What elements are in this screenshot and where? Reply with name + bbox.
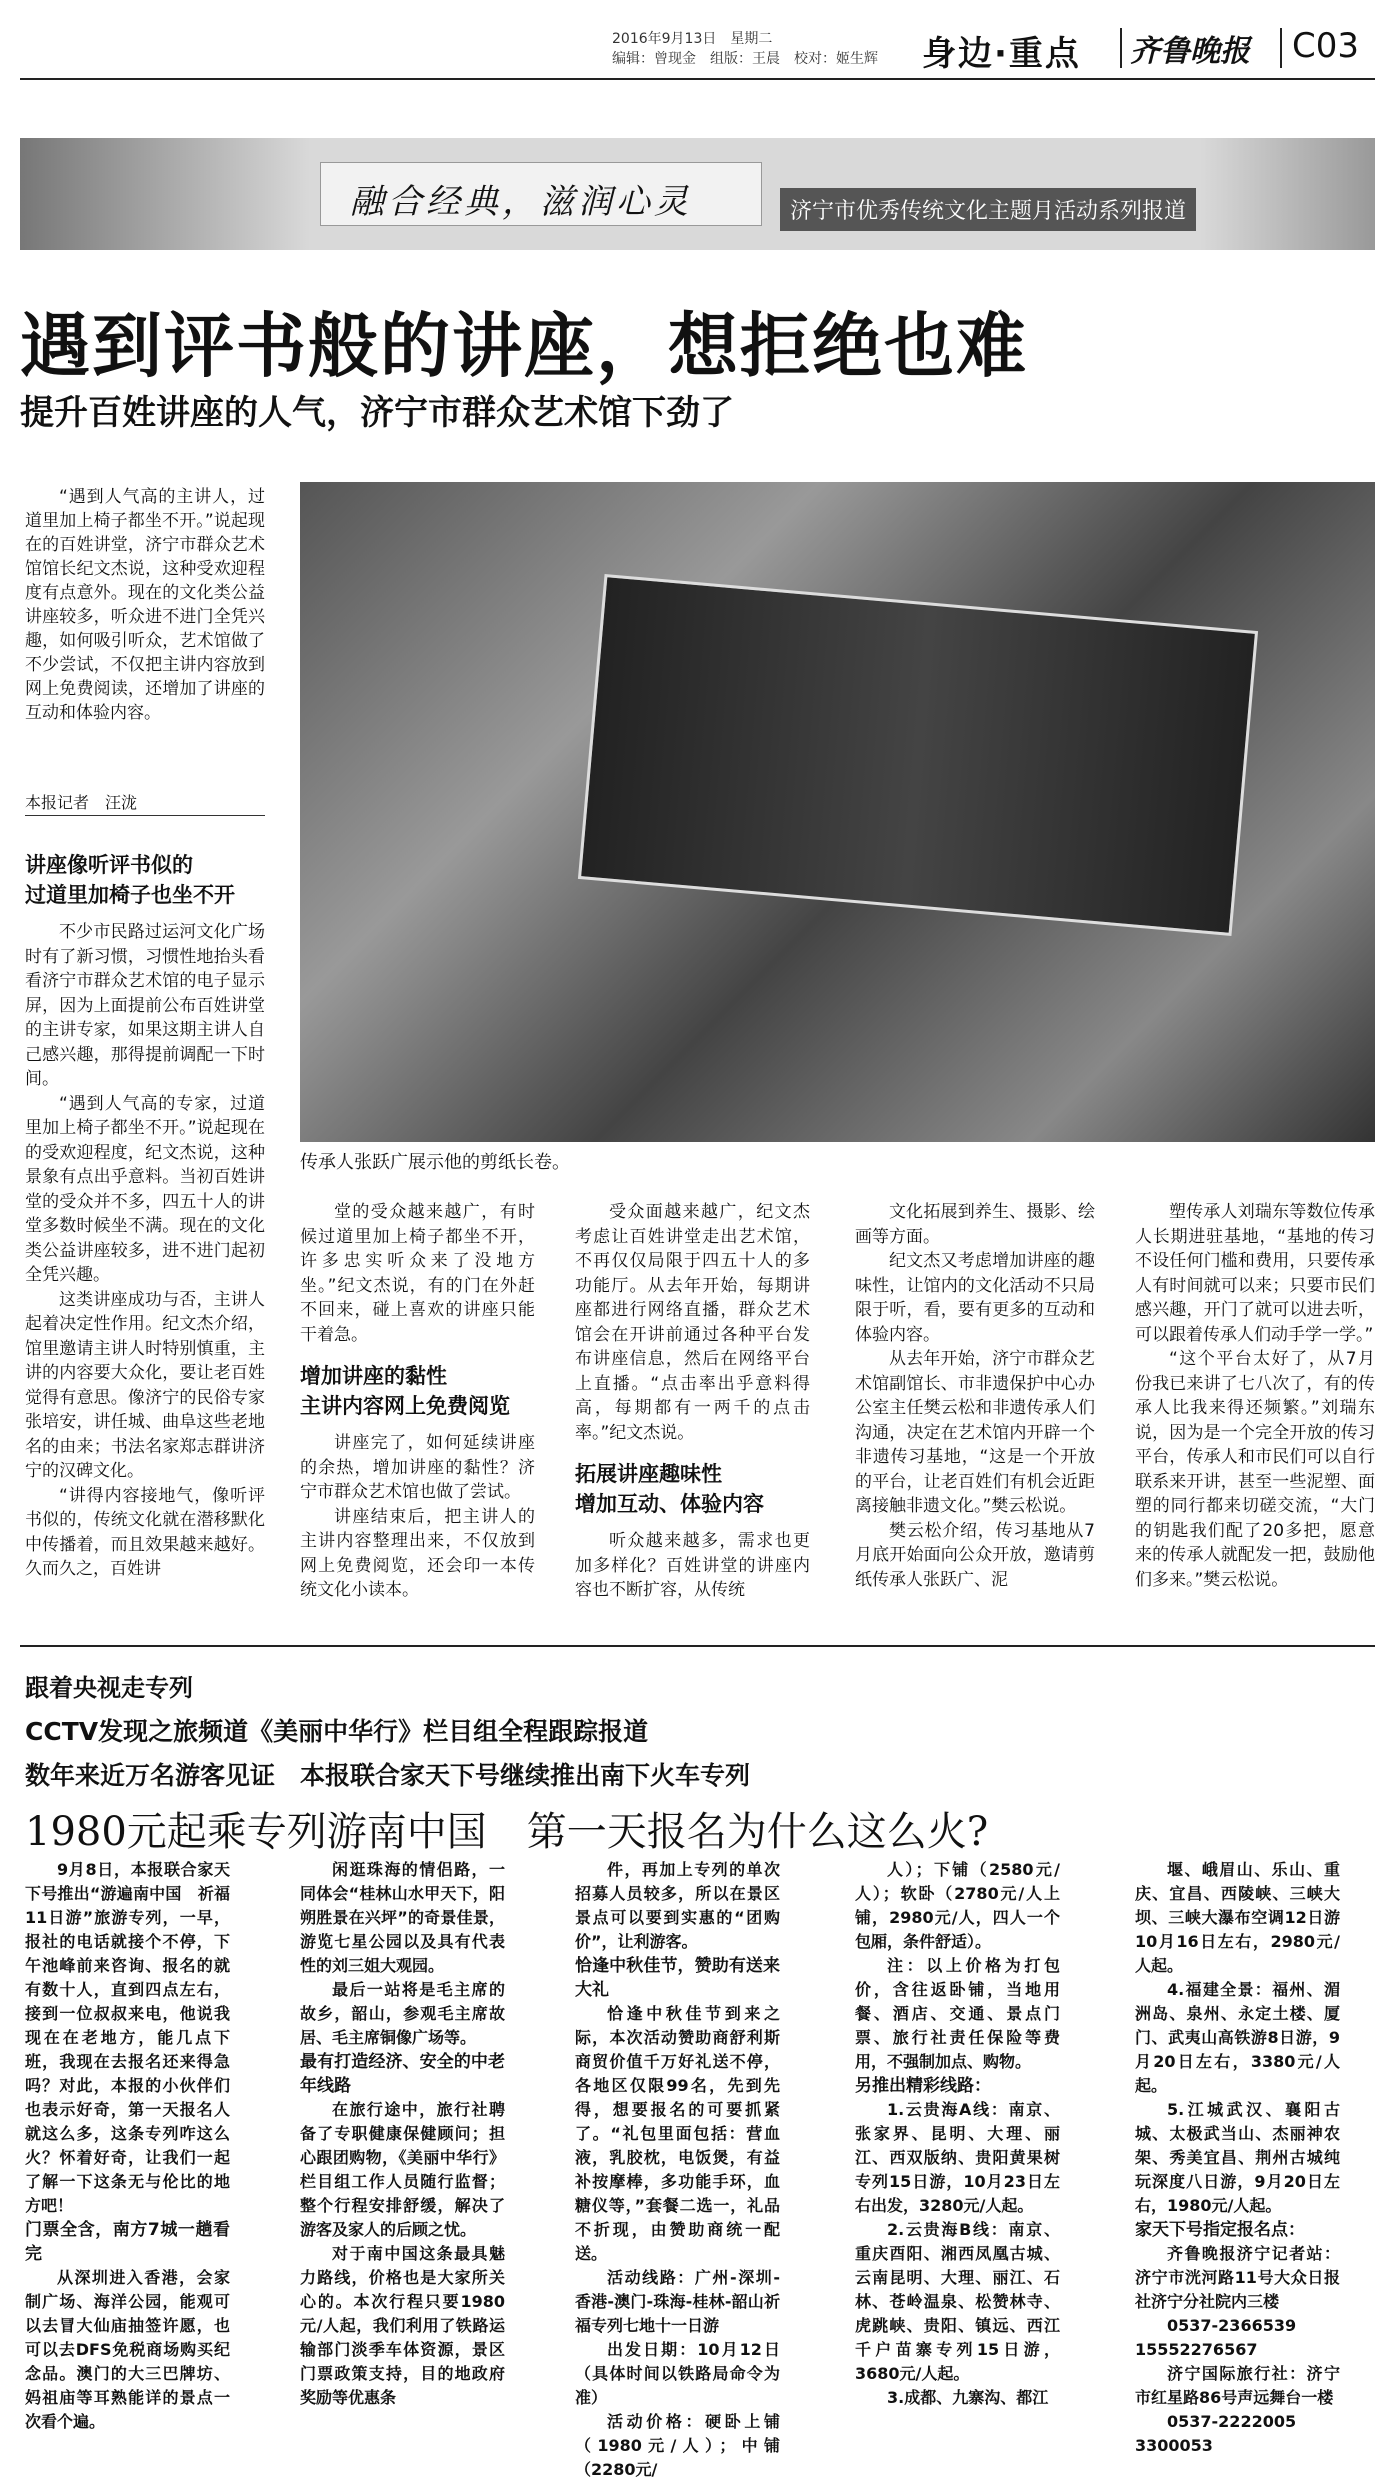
paragraph: 讲座结束后，把主讲人的主讲内容整理出来，不仅放到网上免费阅览，还会印一本传统文化小读本。 bbox=[300, 1506, 535, 1600]
section-name: 身边·重点 bbox=[922, 34, 1081, 74]
ad-kicker: 跟着央视走专列 bbox=[25, 1674, 193, 1702]
section-title: 增加讲座的黏性 主讲内容网上免费阅览 bbox=[300, 1364, 510, 1418]
photo-caption: 传承人张跃广展示他的剪纸长卷。 bbox=[300, 1152, 570, 1173]
paragraph: 门票全含，南方7城一趟看完 bbox=[25, 2220, 230, 2264]
paragraph: 从去年开始，济宁市群众艺术馆副馆长、市非遗保护中心办公室主任樊云松和非遗传承人们沟通，决定在艺术馆内开辟一个非遗传习基地，“这是一个开放的平台，让老百姓们有机会近距离接触非遗文化。”樊云松说。 bbox=[855, 1349, 1095, 1516]
paragraph: 不少市民路过运河文化广场时有了新习惯，习惯性地抬头看看济宁市群众艺术馆的电子显示屏，因为上面提前公布百姓讲堂的主讲专家，如果这期主讲人自己感兴趣，那得提前调配一下时间。 bbox=[25, 922, 265, 1089]
lead-paragraph: “遇到人气高的主讲人，过道里加上椅子都坐不开。”说起现在的百姓讲堂，济宁市群众艺术馆馆长纪文杰说，这种受欢迎程度有点意外。现在的文化类公益讲座较多，听众进不进门全凭兴趣，如何吸引听众，艺术馆做了不少尝试，不仅把主讲内容放到网上免费阅读，还增加了讲座的互动和体验内容。 bbox=[25, 487, 265, 723]
paragraph: “讲得内容接地气，像听评书似的，传统文化就在潜移默化中传播着，而且效果越来越好。久而久之，百姓讲 bbox=[25, 1485, 265, 1579]
issue-date: 2016年9月13日 星期二 bbox=[612, 31, 773, 47]
page-number: C03 bbox=[1292, 26, 1360, 66]
header-divider bbox=[1280, 28, 1282, 68]
header-divider bbox=[1120, 28, 1122, 68]
paragraph: 闲逛珠海的情侣路，一同体会“桂林山水甲天下，阳朔胜景在兴坪”的奇景佳景，游览七星公园以及具有代表性的刘三姐大观园。 bbox=[300, 1860, 505, 1975]
ad-kicker-3: 数年来近万名游客见证 本报联合家天下号继续推出南下火车专列 bbox=[25, 1761, 751, 1790]
paragraph: 另推出精彩线路： bbox=[855, 2076, 991, 2096]
theme-banner bbox=[20, 138, 1375, 250]
paragraph: 樊云松介绍，传习基地从7月底开始面向公众开放，邀请剪纸传承人张跃广、泥 bbox=[855, 1520, 1095, 1590]
paragraph: 件，再加上专列的单次招募人员较多，所以在景区景点可以要到实惠的“团购价”，让利游客。 bbox=[575, 1860, 780, 1951]
paragraph: 齐鲁晚报济宁记者站：济宁市洸河路11号大众日报社济宁分社院内三楼 bbox=[1135, 2244, 1340, 2311]
banner-subtitle: 济宁市优秀传统文化主题月活动系列报道 bbox=[780, 188, 1196, 231]
paragraph: 活动线路：广州-深圳-香港-澳门-珠海-桂林-韶山祈福专列七地十一日游 bbox=[575, 2268, 780, 2335]
paragraph: 听众越来越多，需求也更加多样化？百姓讲堂的讲座内容也不断扩容，从传统 bbox=[575, 1531, 810, 1600]
papercut-scroll bbox=[578, 574, 1258, 936]
paragraph: 1.云贵海A线：南京、张家界、昆明、大理、丽江、西双版纳、贵阳黄果树专列15日游，10月23日左右出发，3280元/人起。 bbox=[855, 2100, 1060, 2215]
column-3 bbox=[575, 1200, 810, 1603]
paragraph: 堰、峨眉山、乐山、重庆、宜昌、西陵峡、三峡大坝、三峡大瀑布空调12日游10月16日左右，2980元/人起。 bbox=[1135, 1860, 1340, 1975]
paragraph: 最有打造经济、安全的中老年线路 bbox=[300, 2052, 505, 2096]
paragraph: 出发日期：10月12日（具体时间以铁路局命令为准） bbox=[575, 2340, 780, 2407]
paragraph: 家天下号指定报名点： bbox=[1135, 2220, 1305, 2240]
paragraph: 4.福建全景：福州、湄洲岛、泉州、永定土楼、厦门、武夷山高铁游8日游，9月20日左右，3380元/人起。 bbox=[1135, 1980, 1340, 2095]
subheadline: 提升百姓讲座的人气，济宁市群众艺术馆下劲了 bbox=[20, 393, 734, 433]
section-divider bbox=[20, 1645, 1375, 1647]
paragraph: 注：以上价格为打包价，含往返卧铺，当地用餐、酒店、交通、景点门票、旅行社责任保险等费用，不强制加点、购物。 bbox=[855, 1956, 1060, 2071]
article-photo bbox=[300, 482, 1375, 1142]
column-1-body bbox=[25, 920, 265, 1582]
paragraph: 文化拓展到养生、摄影、绘画等方面。 bbox=[855, 1202, 1095, 1247]
paper-logo: 齐鲁晚报 bbox=[1130, 34, 1250, 69]
paragraph: 讲座完了，如何延续讲座的余热，增加讲座的黏性？济宁市群众艺术馆也做了尝试。 bbox=[300, 1433, 535, 1502]
ad-kicker-2: CCTV发现之旅频道《美丽中华行》栏目组全程跟踪报道 bbox=[25, 1717, 649, 1746]
paragraph: 活动价格：硬卧上铺（1980元/人）；中铺（2280元/ bbox=[575, 2412, 780, 2479]
paragraph: 济宁国际旅行社：济宁市红星路86号声远舞台一楼 bbox=[1135, 2364, 1340, 2407]
paragraph: 在旅行途中，旅行社聘备了专职健康保健顾问；担心跟团购物，《美丽中华行》栏目组工作人员随行监督；整个行程安排舒缓，解决了游客及家人的后顾之忧。 bbox=[300, 2100, 505, 2239]
headline: 遇到评书般的讲座，想拒绝也难 bbox=[20, 305, 1028, 387]
ad-column-5 bbox=[1135, 1858, 1340, 2458]
paragraph: 最后一站将是毛主席的故乡，韶山，参观毛主席故居、毛主席铜像广场等。 bbox=[300, 1980, 505, 2047]
paragraph: 0537-2366539 15552276567 bbox=[1135, 2316, 1313, 2359]
ad-column-3 bbox=[575, 1858, 780, 2482]
ad-column-2 bbox=[300, 1858, 505, 2410]
paragraph: 受众面越来越广，纪文杰考虑让百姓讲堂走出艺术馆，不再仅仅局限于四五十人的多功能厅。从去年开始，每期讲座都进行网络直播，群众艺术馆会在开讲前通过各种平台发布讲座信息，然后在网络平台上直播。“点击率出乎意料得高，每期都有一两千的点击率。”纪文杰说。 bbox=[575, 1202, 810, 1443]
column-1 bbox=[25, 850, 265, 1582]
paragraph: 2.云贵海B线：南京、重庆酉阳、湘西凤凰古城、云南昆明、大理、丽江、石林、苍岭温泉、松赞林寺、虎跳峡、贵阳、镇远、西江千户苗寨专列15日游，3680元/人起。 bbox=[855, 2220, 1060, 2383]
section-title: 拓展讲座趣味性 增加互动、体验内容 bbox=[575, 1462, 764, 1516]
editor-credits: 编辑：曾现金 组版：王晨 校对：姬生辉 bbox=[612, 51, 878, 67]
ad-column-4 bbox=[855, 1858, 1060, 2410]
column-2 bbox=[300, 1200, 535, 1603]
paragraph: 5.江城武汉、襄阳古城、太极武当山、杰丽神农架、秀美宜昌、荆州古城纯玩深度八日游，9月20日左右，1980元/人起。 bbox=[1135, 2100, 1340, 2215]
ad-title: 1980元起乘专列游南中国 第一天报名为什么这么火? bbox=[25, 1809, 989, 1855]
paragraph: “这个平台太好了，从7月份我已来讲了七八次了，有的传承人比我来得还频繁。”刘瑞东说，因为是一个完全开放的传习平台，传承人和市民们可以自行联系来开讲，甚至一些泥塑、面塑的同行都来切磋交流，“大门的钥匙我们配了20多把，愿意来的传承人就配发一把，鼓励他们多来。”樊云松说。 bbox=[1135, 1349, 1375, 1590]
paragraph: 3.成都、九寨沟、都江 bbox=[887, 2388, 1049, 2407]
paragraph: 0537-2222005 3300053 bbox=[1135, 2412, 1313, 2455]
banner-decoration bbox=[1200, 138, 1375, 250]
paragraph: 人）；下铺（2580元/人）；软卧（2780元/人上铺，2980元/人，四人一个包厢，条件舒适）。 bbox=[855, 1860, 1060, 1951]
paragraph: 恰逢中秋佳节到来之际，本次活动赞助商舒利斯商贸价值千万好礼送不停，各地区仅限99名，先到先得，想要报名的可要抓紧了。“礼包里面包括：营血液，乳胶枕，电饭煲，有益补按摩棒，多功能手环，血糖仪等，”套餐二选一，礼品不折现，由赞助商统一配送。 bbox=[575, 2004, 780, 2263]
byline: 本报记者 汪泷 bbox=[25, 793, 138, 812]
paragraph: 这类讲座成功与否，主讲人起着决定性作用。纪文杰介绍，馆里邀请主讲人时特别慎重，主讲的内容要大众化，要让老百姓觉得有意思。像济宁的民俗专家张培安，讲任城、曲阜这些老地名的由来；书法名家郑志群讲济宁的汉碑文化。 bbox=[25, 1289, 265, 1481]
banner-photo bbox=[20, 138, 310, 250]
paragraph: 堂的受众越来越广，有时候过道里加上椅子都坐不开，许多忠实听众来了没地方坐。”纪文杰说，有的门在外赶不回来，碰上喜欢的讲座只能干着急。 bbox=[300, 1202, 535, 1345]
column-5 bbox=[1135, 1200, 1375, 1592]
paragraph: 对于南中国这条最具魅力路线，价格也是大家所关心的。本次行程只要1980元/人起，我们利用了铁路运输部门淡季车体资源，景区门票政策支持，目的地政府奖励等优惠条 bbox=[300, 2244, 505, 2407]
paragraph: 恰逢中秋佳节，赞助有送来大礼 bbox=[575, 1956, 780, 2000]
paragraph: “遇到人气高的专家，过道里加上椅子都坐不开。”说起现在的受欢迎程度，纪文杰说，这种景象有点出乎意料。当初百姓讲堂的受众并不多，四五十人的讲堂多数时候坐不满。现在的文化类公益讲座较多，进不进门起初全凭兴趣。 bbox=[25, 1093, 265, 1285]
ad-column-1 bbox=[25, 1858, 230, 2434]
column-4 bbox=[855, 1200, 1095, 1592]
paragraph: 塑传承人刘瑞东等数位传承人长期进驻基地，“基地的传习不设任何门槛和费用，只要传承人有时间就可以来；只要市民们感兴趣，开门了就可以进去听，可以跟着传承人们动手学一学。” bbox=[1135, 1202, 1375, 1345]
paragraph: 从深圳进入香港，会家制广场、海洋公园，能观可以去冒大仙庙抽签许愿，也可以去DFS免税商场购买纪念品。澳门的大三巴牌坊、妈祖庙等耳熟能详的景点一次看个遍。 bbox=[25, 2268, 230, 2431]
paragraph: 9月8日，本报联合家天下号推出“游遍南中国 祈福11日游”旅游专列，一早，报社的电话就接个不停，下午池峰前来咨询、报名的就有数十人，直到四点左右，接到一位叔叔来电，他说我现在在老地方，能几点下班，我现在去报名还来得急吗？对此，本报的小伙伴们也表示好奇，第一天报名人就这么多，这条专列咋这么火？怀着好奇，让我们一起了解一下这条无与伦比的地方吧！ bbox=[25, 1860, 230, 2215]
section-title: 讲座像听评书似的 过道里加椅子也坐不开 bbox=[25, 853, 235, 907]
header-rule bbox=[20, 78, 1375, 80]
byline-rule bbox=[25, 815, 265, 816]
banner-slogan: 融合经典，滋润心灵 bbox=[350, 182, 692, 222]
paragraph: 纪文杰又考虑增加讲座的趣味性，让馆内的文化活动不只局限于听，看，要有更多的互动和体验内容。 bbox=[855, 1251, 1095, 1345]
